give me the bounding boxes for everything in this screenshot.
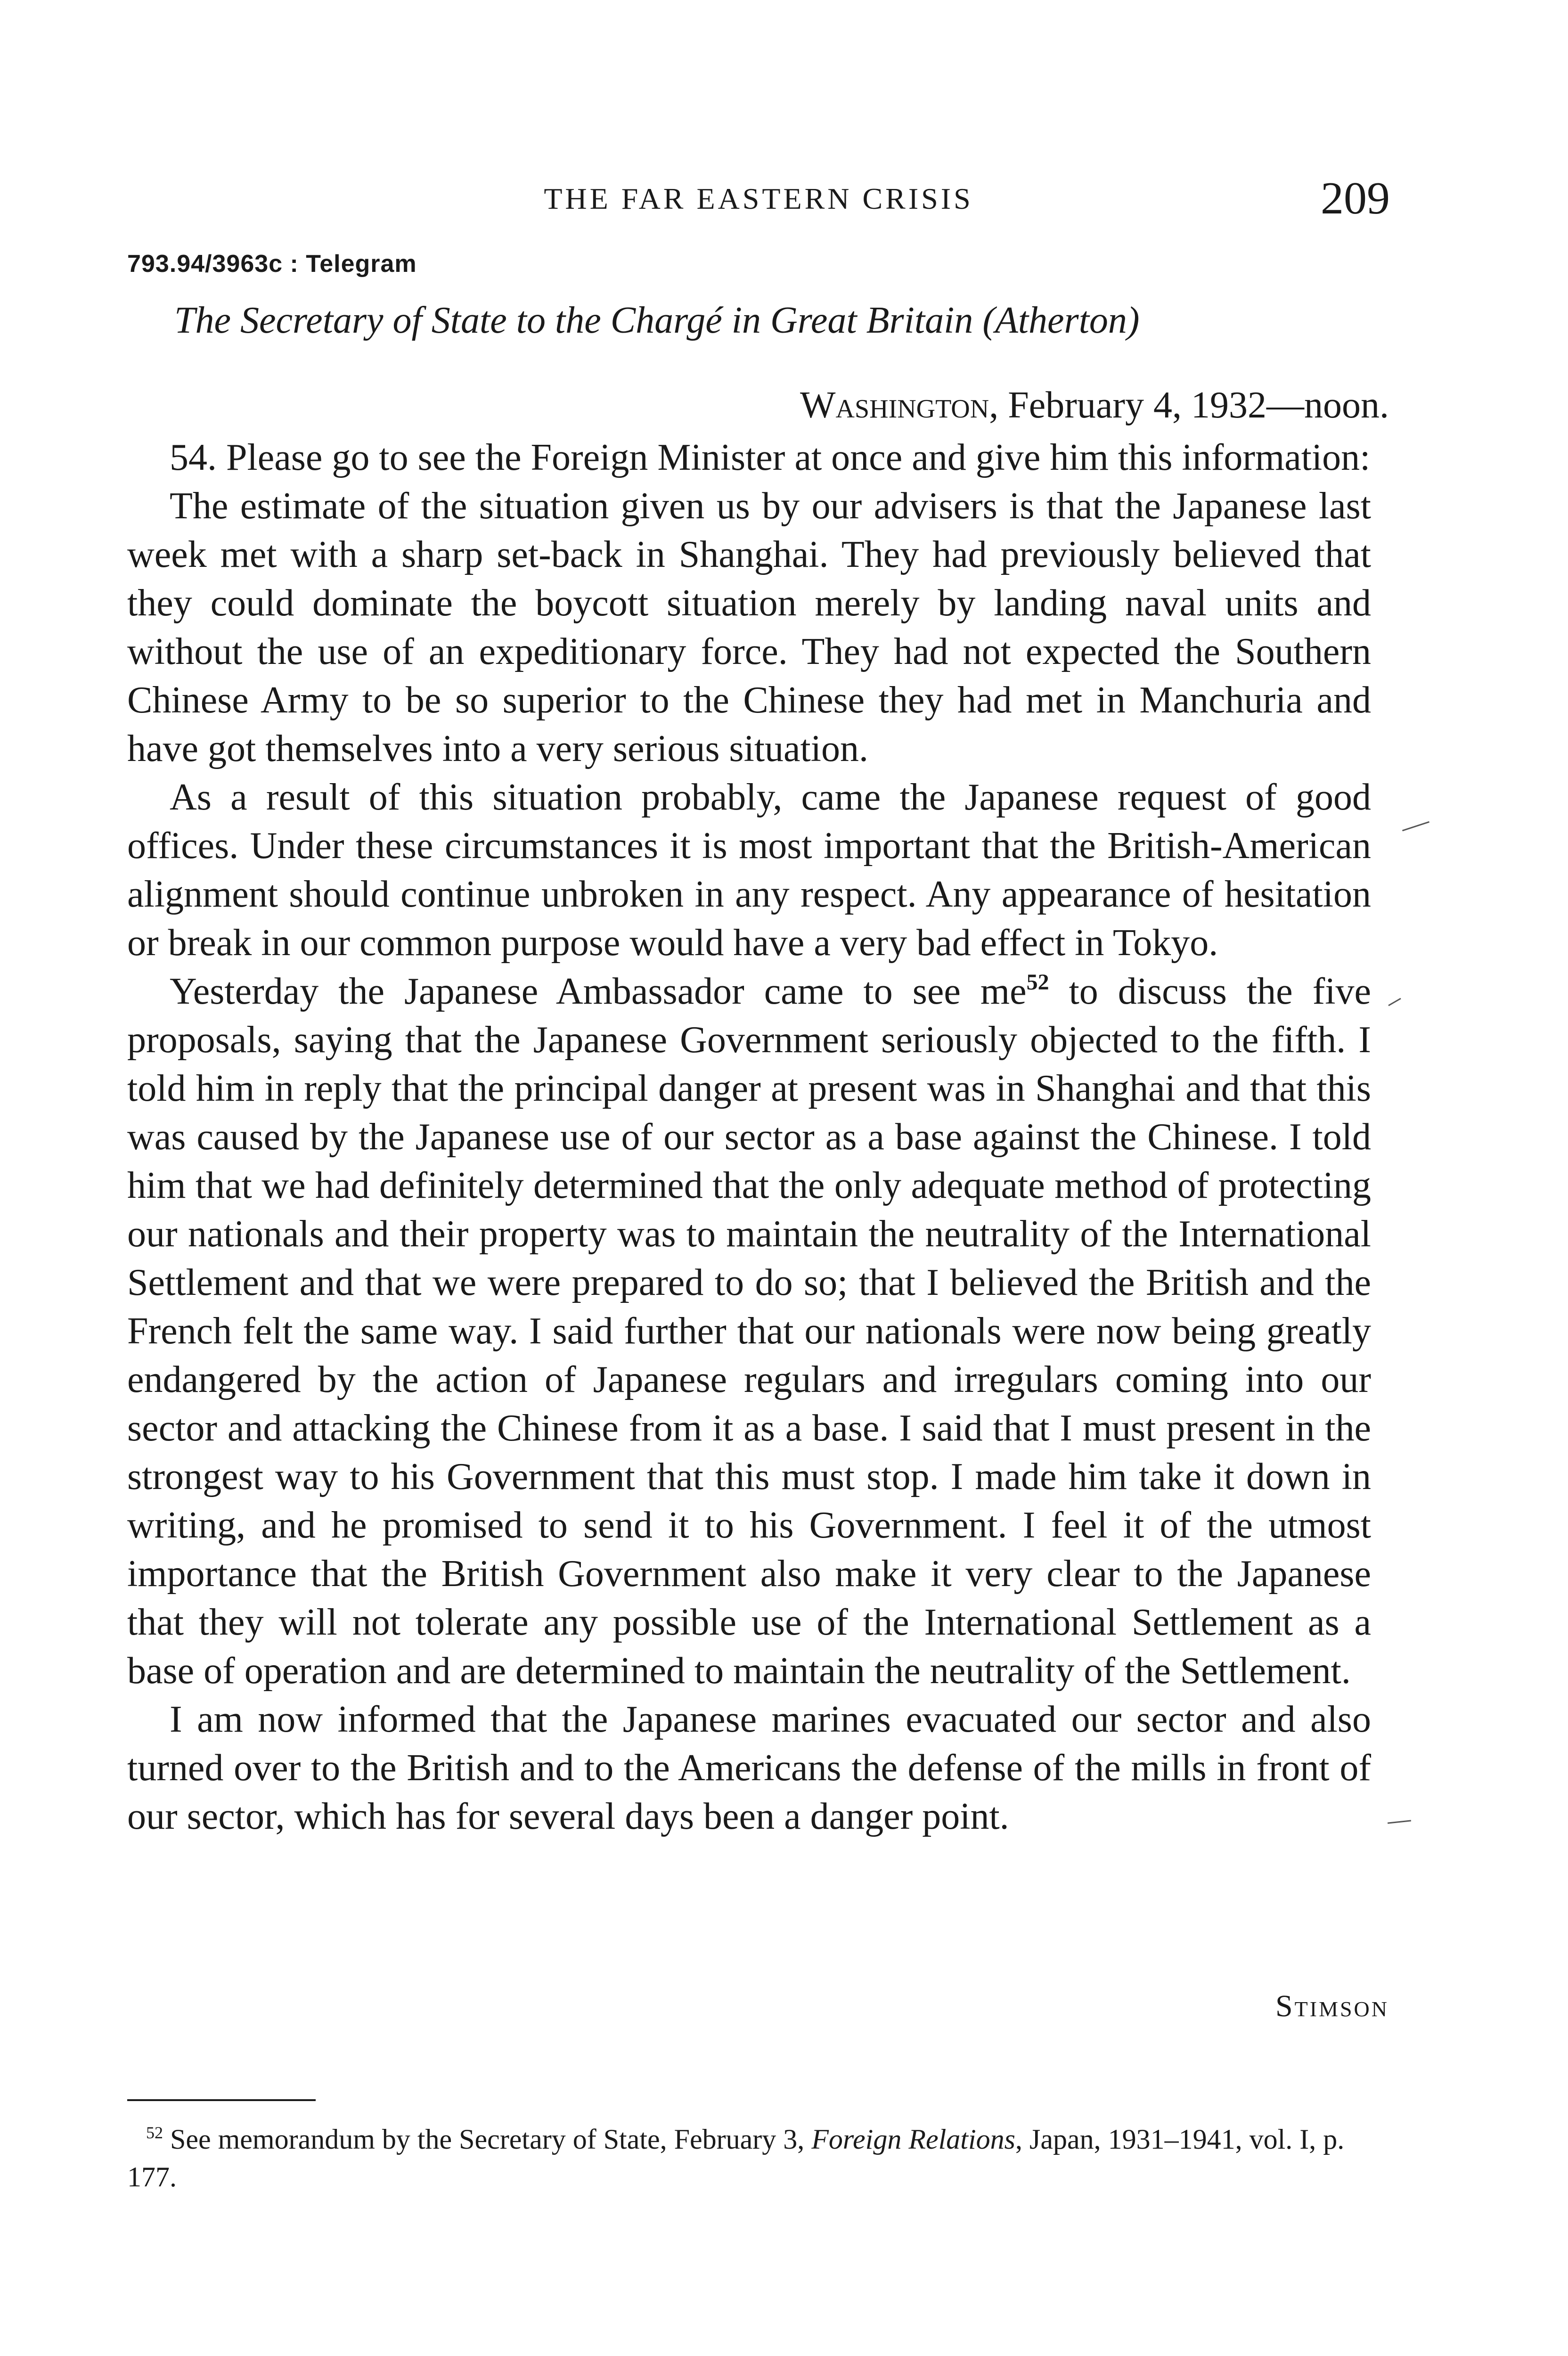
footnote-text-end: , Japan, 1931–1941, vol. I, p. 177.: [127, 2124, 1345, 2192]
paragraph-2: The estimate of the situation given us by our advisers is that the Japanese last week met with a sharp set-back in Shanghai. They had previously believed that they could dominate the boycott situation merely by landing naval units and without the use of an expeditionary force. They had not expected the Southern Chinese Army to be so superior to the Chinese they had met in Manchuria and have got themselves into a very serious situation.: [127, 485, 1371, 769]
signature: Stimson: [1275, 1989, 1389, 2023]
dateline-place: Washington: [800, 384, 989, 426]
footnote: [127, 2120, 1371, 2196]
running-head: [127, 172, 1390, 224]
margin-pencil-mark: [1402, 821, 1429, 831]
page-number: 209: [1321, 173, 1390, 224]
paragraph-4: [127, 967, 1371, 1695]
file-reference: 793.94/3963c : Telegram: [127, 250, 417, 278]
paragraph-5: I am now informed that the Japanese marines evacuated our sector and also turned over to the British and to the Americans the defense of the mills in front of our sector, which has for several days been a danger point.: [127, 1699, 1371, 1837]
document-heading: The Secretary of State to the Chargé in Great Britain (Atherton): [174, 300, 1140, 341]
paragraph-4-start: Yesterday the Japanese Ambassador came to see me: [170, 971, 1027, 1012]
paragraph-4-rest: to discuss the five proposals, saying that the Japanese Government seriously objected to the fifth. I told him in reply that the principal danger at present was in Shanghai and that this was caused by the Japanese use of our sector as a base against the Chinese. I told him that we had definitely determined that the only adequate method of protecting our nationals and their property was to maintain the neutrality of the International Settlement and that we were prepared to do so; that I believed the British and the French felt the same way. I said further that our nationals were now being greatly endangered by the action of Japanese regulars and irregulars coming into our sector and attacking the Chinese from it as a base. I said that I must present in the strongest way to his Government that this must stop. I made him take it down in writing, and he promised to send it to his Government. I feel it of the utmost importance that the British Government also make it very clear to the Japanese that they will not tolerate any possible use of the International Settlement as a base of operation and are determined to maintain the neutrality of the Settlement.: [127, 971, 1372, 1692]
running-title: THE FAR EASTERN CRISIS: [544, 182, 973, 215]
paragraph-1: 54. Please go to see the Foreign Minister at once and give him this information:: [170, 437, 1371, 478]
telegram-body: [127, 434, 1371, 1841]
footnote-publication: Foreign Relations: [811, 2124, 1015, 2155]
margin-pencil-mark: [1388, 998, 1401, 1006]
dateline-date: , February 4, 1932—noon.: [989, 384, 1389, 426]
footnote-divider: [127, 2099, 316, 2101]
footnote-text: See memorandum by the Secretary of State, February 3,: [170, 2124, 812, 2155]
dateline: [800, 384, 1389, 427]
footnote-marker: 52: [146, 2123, 163, 2142]
footnote-reference: 52: [1026, 970, 1049, 995]
paragraph-3: As a result of this situation probably, came the Japanese request of good offices. Under these circumstances it is most important that the British-American alignment should continue unbroken in any respect. Any appearance of hesitation or break in our common purpose would have a very bad effect in Tokyo.: [127, 777, 1371, 964]
margin-pencil-mark: [1388, 1820, 1411, 1824]
